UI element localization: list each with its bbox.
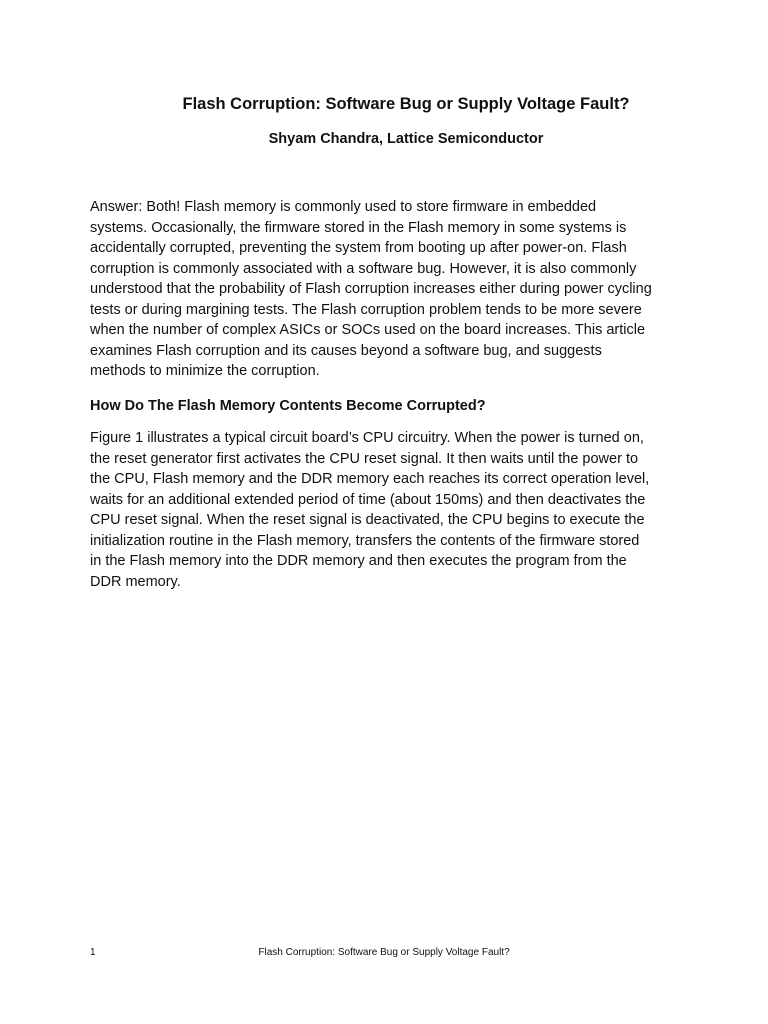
paragraph-line: understood that the probability of Flash corruption increases either during power cycling (90, 281, 652, 297)
body-paragraph (90, 428, 710, 592)
section-heading: How Do The Flash Memory Contents Become Corrupted? (90, 398, 486, 414)
paragraph-line: systems. Occasionally, the firmware stored in the Flash memory in some systems is (90, 219, 627, 236)
paragraph-line: accidentally corrupted, preventing the system from booting up after power-on. Flash (90, 240, 627, 256)
document-title: Flash Corruption: Software Bug or Supply Voltage Fault? (182, 95, 630, 113)
paragraph-line: initialization routine in the Flash memory, transfers the contents of the firmware stored (90, 532, 640, 549)
paragraph-line: in the Flash memory into the DDR memory and then executes the program from the (90, 553, 627, 569)
paragraph-line: examines Flash corruption and its causes beyond a software bug, and suggests (90, 342, 602, 359)
intro-paragraph (90, 197, 710, 382)
page-number: 1 (90, 947, 96, 958)
paragraph-line: methods to minimize the corruption. (90, 363, 320, 379)
paragraph-line: waits for an additional extended period of time (about 150ms) and then deactivates the (90, 491, 646, 508)
paragraph-line: when the number of complex ASICs or SOCs used on the board increases. This article (90, 322, 646, 338)
author-line: Shyam Chandra, Lattice Semiconductor (268, 131, 544, 147)
paragraph-line: tests or during margining tests. The Flash corruption problem tends to be more severe (90, 301, 642, 318)
paragraph-line: corruption is commonly associated with a software bug. However, it is also commonly (90, 260, 637, 277)
paragraph-line: Answer: Both! Flash memory is commonly used to store firmware in embedded (90, 199, 597, 215)
paragraph-line: CPU reset signal. When the reset signal is deactivated, the CPU begins to execute the (90, 512, 645, 528)
footer-running-title: Flash Corruption: Software Bug or Supply Voltage Fault? (258, 947, 510, 958)
paragraph-line: the reset generator first activates the CPU reset signal. It then waits until the power to (90, 450, 639, 467)
paragraph-line: Figure 1 illustrates a typical circuit board’s CPU circuitry. When the power is turned on, (90, 430, 644, 446)
paragraph-line: DDR memory. (90, 573, 181, 590)
paragraph-line: the CPU, Flash memory and the DDR memory each reaches its correct operation level, (90, 471, 650, 487)
